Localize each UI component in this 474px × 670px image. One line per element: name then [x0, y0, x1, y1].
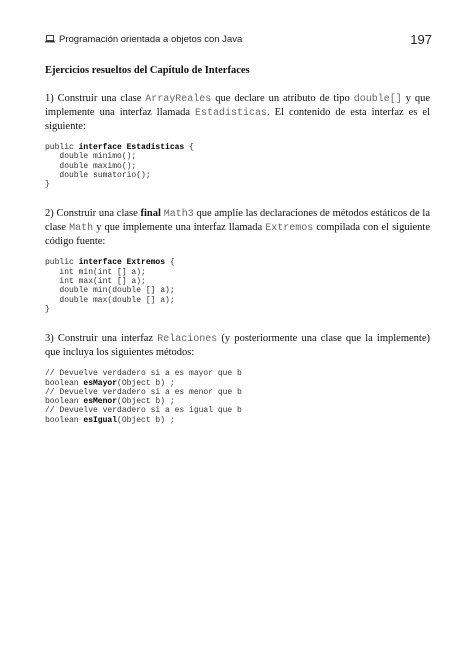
code-block-relaciones: // Devuelve verdadero si a es mayor que b boolean esMayor(Object b) ; // Devuelve verdadero si a es menor que b boolean esMenor(Object b) ; // Devuelve verdadero si a es igual que b boolean esIgual(Object b) ; — [45, 369, 242, 425]
exercise-2-text: 2) Construir una clase final Math3 que amplíe las declaraciones de métodos estáticos de la clase Math y que implemente una interfaz llamada Extremos compilada con el siguiente código fuente: — [45, 208, 431, 248]
inline-code: Relaciones — [157, 334, 218, 346]
inline-code: ArrayReales — [145, 94, 212, 105]
code-block-extremos: public interface Extremos { int min(int [] a); int max(int [] a); double min(double [] a); double max(double [] a); } — [45, 258, 175, 314]
exercise-3-text: 3) Construir una interfaz Relaciones (y posteriormente una clase que la implemente) que incluya los siguientes métodos: — [45, 333, 430, 359]
inline-code: Estadisticas — [195, 108, 268, 119]
inline-code: double[] — [353, 94, 402, 105]
page-header — [45, 30, 432, 48]
page-number: 197 — [410, 31, 432, 47]
laptop-icon — [45, 35, 55, 43]
page-content — [45, 65, 430, 443]
code-block-estadisticas: public interface Estadisticas { double minimo(); double maximo(); double sumatorio(); } — [45, 143, 194, 190]
exercise-1-text: 1) Construir una clase ArrayReales que declare un atributo de tipo double[] y que implemente una interfaz llamada Estadisticas. El contenido de esta interfaz es el siguiente: — [45, 93, 430, 132]
inline-code: Math — [69, 223, 94, 235]
book-title: Programación orientada a objetos con Java — [59, 33, 243, 45]
section-title: Ejercicios resueltos del Capítulo de Interfaces — [45, 65, 250, 76]
inline-code: Extremos — [265, 223, 314, 235]
inline-code: Math3 — [163, 209, 194, 221]
